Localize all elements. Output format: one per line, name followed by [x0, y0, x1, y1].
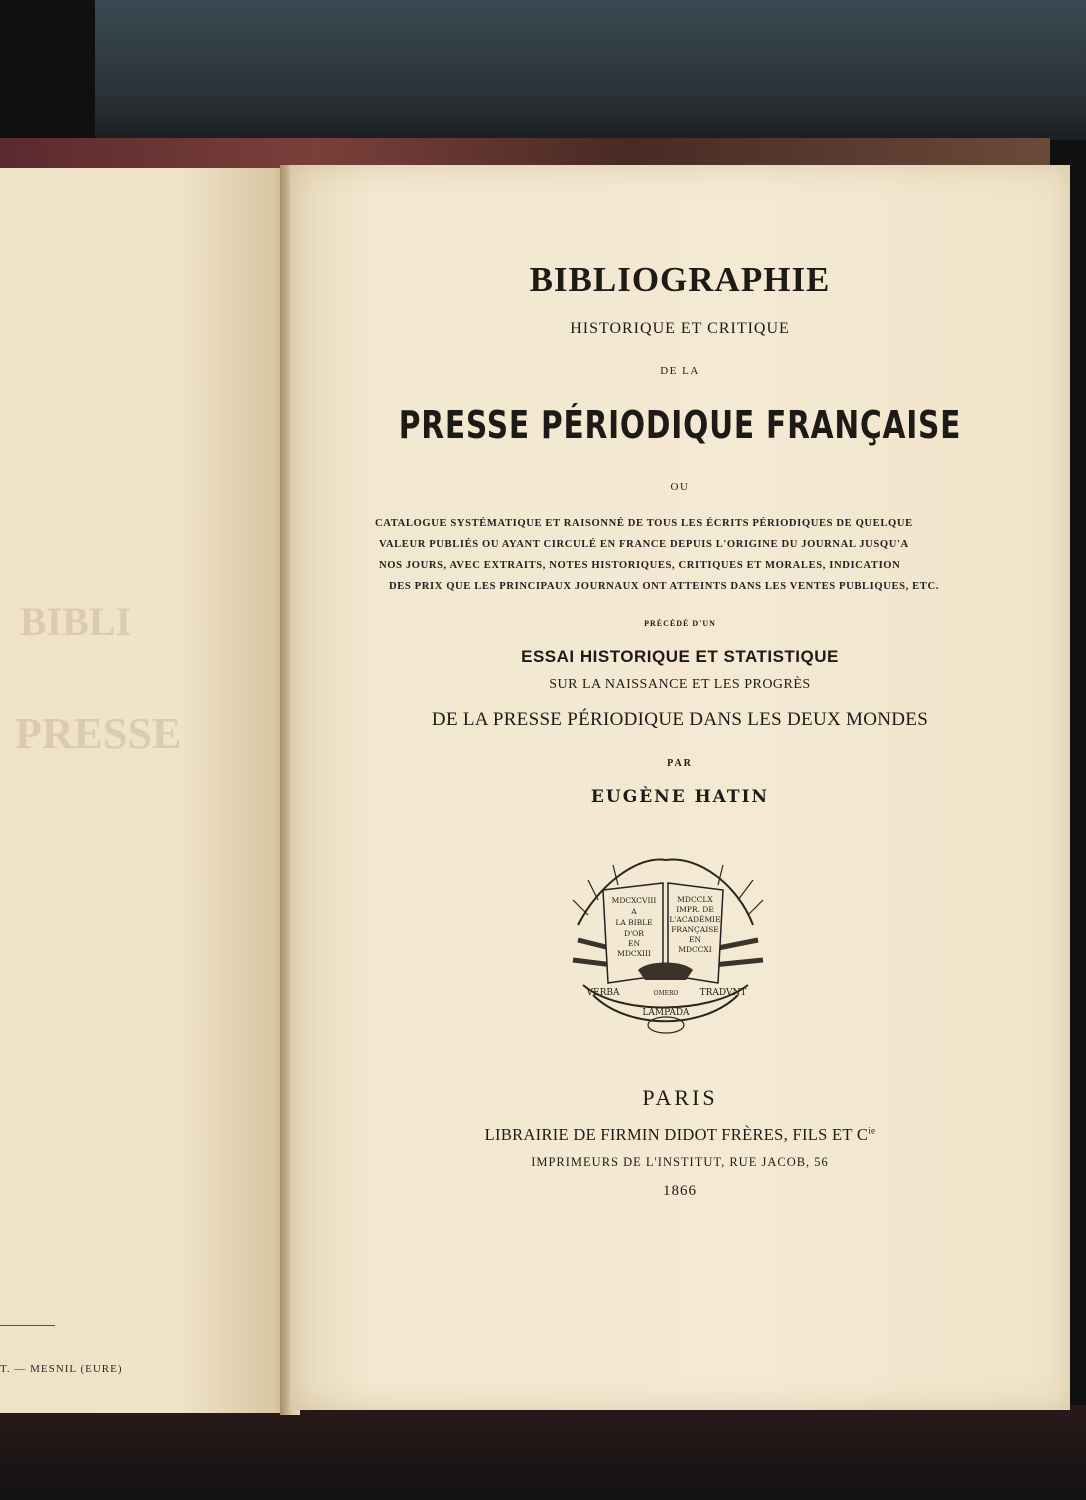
emblem-ribbon-text: TRADVNT	[699, 988, 747, 998]
emblem-left-text: LA BIBLE	[615, 918, 653, 927]
city: PARIS	[642, 1085, 718, 1110]
main-title: PRESSE PÉRIODIQUE FRANÇAISE	[398, 403, 962, 447]
book-subtitle: HISTORIQUE ET CRITIQUE	[570, 320, 790, 337]
essay-title: ESSAI HISTORIQUE ET STATISTIQUE	[521, 647, 839, 666]
emblem-right-text: MDCCLX	[677, 895, 713, 904]
emblem-left-text: EN	[627, 939, 641, 948]
emblem-left-text: A	[631, 907, 637, 916]
essay-subtitle: SUR LA NAISSANCE ET LES PROGRÈS	[549, 677, 811, 692]
or-text: OU	[670, 481, 690, 493]
show-through-text: PRESSE	[15, 709, 182, 758]
emblem-ribbon-text: LAMPADA	[642, 1008, 690, 1018]
emblem-right-text: L'ACADÉMIE	[669, 915, 721, 924]
title-page	[290, 165, 1070, 1410]
description-line: VALEUR PUBLIÉS OU AYANT CIRCULÉ EN FRANCE DEPUIS L'ORIGINE DU JOURNAL JUSQU'A	[379, 539, 909, 550]
printer-imprint: T. — MESNIL (EURE)	[0, 1363, 123, 1375]
book-binding	[0, 138, 1050, 168]
description-block	[375, 513, 960, 597]
emblem-right-text: IMPR. DE	[676, 905, 714, 914]
description-line: CATALOGUE SYSTÉMATIQUE ET RAISONNÉ DE TOUS LES ÉCRITS PÉRIODIQUES DE QUELQUE	[375, 518, 913, 529]
emblem-right-text: EN	[688, 935, 702, 944]
emblem-ribbon-text: VERBA	[586, 988, 620, 998]
connector-text: DE LA	[660, 365, 700, 377]
description-line: NOS JOURS, AVEC EXTRAITS, NOTES HISTORIQUES, CRITIQUES ET MORALES, INDICATION	[379, 560, 901, 571]
imprint-rule	[0, 1325, 55, 1326]
author-name: EUGÈNE HATIN	[590, 787, 770, 807]
preceded-by-text: PRÉCÉDÉ D'UN	[644, 619, 716, 628]
background-bottom	[0, 1405, 1086, 1500]
description-line: DES PRIX QUE LES PRINCIPAUX JOURNAUX ONT ATTEINTS DANS LES VENTES PUBLIQUES, ETC.	[389, 581, 939, 592]
publisher	[290, 1125, 1070, 1145]
show-through-text: BIBLI	[20, 599, 132, 644]
by-text: PAR	[667, 758, 693, 769]
publisher-name: LIBRAIRIE DE FIRMIN DIDOT FRÈRES, FILS ET C	[484, 1125, 869, 1144]
printer: IMPRIMEURS DE L'INSTITUT, RUE JACOB, 56	[531, 1155, 829, 1169]
publisher-emblem	[558, 845, 773, 1040]
emblem-left-text: MDCXIII	[617, 949, 651, 958]
left-page	[0, 168, 298, 1413]
background-top	[95, 0, 1086, 140]
publication-year: 1866	[663, 1183, 697, 1199]
emblem-left-text: MDCXCVIII	[611, 896, 657, 905]
emblem-right-text: FRANÇAISE	[671, 925, 719, 934]
essay-subject: DE LA PRESSE PÉRIODIQUE DANS LES DEUX MONDES	[431, 709, 929, 730]
publisher-suffix: ie	[868, 1125, 876, 1136]
book-title: BIBLIOGRAPHIE	[529, 260, 831, 299]
emblem-right-text: MDCCXI	[678, 945, 712, 954]
emblem-left-text: D'OR	[624, 929, 644, 938]
emblem-ribbon-small: OMERO	[653, 990, 679, 997]
